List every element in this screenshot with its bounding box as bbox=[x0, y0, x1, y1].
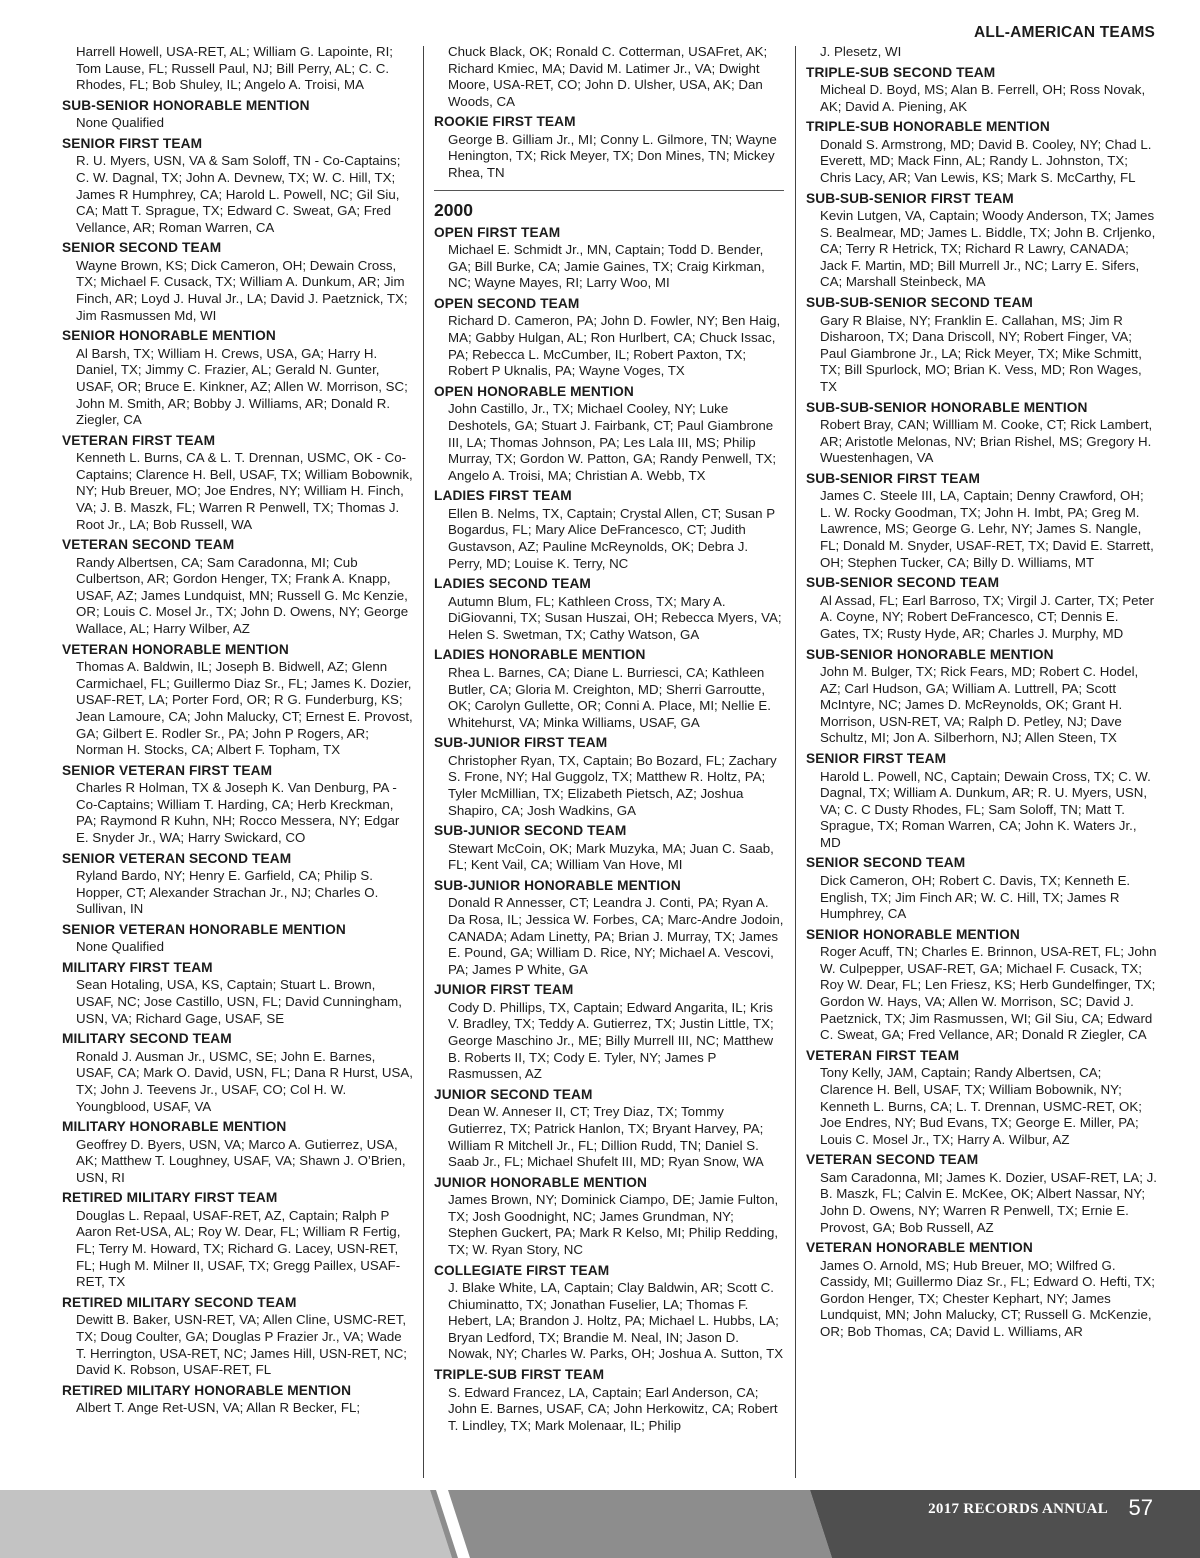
team-section bbox=[62, 328, 414, 428]
team-section bbox=[62, 1383, 414, 1417]
team-members: S. Edward Francez, LA, Captain; Earl Anderson, CA; John E. Barnes, USAF, CA; John Herkowitz, CA; Robert T. Lindley, TX; Mark Molenaar, IL; Philip bbox=[448, 1384, 778, 1433]
team-members: J. Plesetz, WI bbox=[820, 44, 902, 59]
team-heading: TRIPLE-SUB FIRST TEAM bbox=[434, 1367, 605, 1383]
footer-publication-title: 2017 RECORDS ANNUAL bbox=[928, 1501, 1108, 1517]
team-section bbox=[62, 851, 414, 918]
team-section bbox=[434, 735, 784, 819]
team-heading: TRIPLE-SUB HONORABLE MENTION bbox=[806, 119, 1050, 135]
team-members: John Castillo, Jr., TX; Michael Cooley, NY; Luke Deshotels, GA; Stuart J. Fairbank, CT; Paul Giambrone III, LA; Thomas Johnson, PA; Les Lala III, MS; Philip Murray, TX; Gordon W. Patton, GA; Randy Penwell, TX; Angelo A. Troisi, MA; Christian A. Webb, TX bbox=[448, 401, 777, 483]
team-members: Randy Albertsen, CA; Sam Caradonna, MI; Cub Culbertson, AR; Gordon Henger, TX; Frank A. Knapp, USAF, AZ; James Lundquist, MN; Russell G. Mc Kenzie, OR; Louis C. Mosel Jr., TX; John D. Owens, NY; George Wallace, AL; Harry Wilber, AZ bbox=[76, 554, 409, 637]
team-section bbox=[62, 136, 414, 236]
continued-team-list bbox=[806, 44, 1158, 61]
team-section bbox=[806, 1240, 1158, 1340]
team-members: Sam Caradonna, MI; James K. Dozier, USAF-RET, LA; J. B. Maszk, FL; Calvin E. McKee, OK; Albert Nassar, NY; John D. Owens, NY; Warren R Penwell, TX; Ernie E. Provost, GA; Bob Russell, AZ bbox=[820, 1169, 1157, 1235]
team-members: Autumn Blum, FL; Kathleen Cross, TX; Mary A. DiGiovanni, TX; Susan Huszai, OH; Rebecca Myers, VA; Helen S. Swetman, TX; Cathy Watson, GA bbox=[448, 593, 782, 642]
team-members: Michael E. Schmidt Jr., MN, Captain; Todd D. Bender, GA; Bill Burke, CA; Jamie Gaines, TX; Craig Kirkman, NC; Wayne Mayes, RI; Larry Woo, MI bbox=[448, 242, 765, 291]
team-heading: TRIPLE-SUB SECOND TEAM bbox=[806, 64, 996, 80]
team-heading: RETIRED MILITARY HONORABLE MENTION bbox=[62, 1382, 352, 1398]
team-section bbox=[434, 823, 784, 874]
page-section-title: ALL-AMERICAN TEAMS bbox=[974, 24, 1155, 41]
team-members: Douglas L. Repaal, USAF-RET, AZ, Captain; Ralph P Aaron Ret-USA, AL; Roy W. Dear, FL; William R Fertig, FL; Terry M. Howard, TX; Richard G. Lacey, USN-RET, FL; Hugh M. Milner II, USAF, TX; Gregg Paillex, USAF-RET, TX bbox=[76, 1207, 401, 1290]
team-heading: JUNIOR HONORABLE MENTION bbox=[434, 1174, 648, 1190]
team-section bbox=[434, 296, 784, 380]
team-heading: SUB-SENIOR FIRST TEAM bbox=[806, 470, 980, 486]
team-section bbox=[62, 1190, 414, 1290]
team-members: Harrell Howell, USA-RET, AL; William G. Lapointe, RI; Tom Lause, FL; Russell Paul, NJ; Bill Perry, AL; C. C. Rhodes, FL; Bob Shuley, IL; Angelo A. Troisi, MA bbox=[76, 44, 394, 93]
team-members: Chuck Black, OK; Ronald C. Cotterman, USAFret, AK; Richard Kmiec, MA; David M. Latimer Jr., VA; Dwight Moore, USA-RET, CO; John D. Ulsher, USA, AK; Dan Woods, CA bbox=[448, 44, 768, 109]
team-members: Dean W. Anneser II, CT; Trey Diaz, TX; Tommy Gutierrez, TX; Patrick Hanlon, TX; Bryant Harvey, PA; William R Mitchell Jr., FL; Dillion Rudd, TN; Daniel S. Saab Jr., FL; Michael Shufelt III, MD; Ryan Snow, WA bbox=[448, 1104, 764, 1170]
team-heading: SUB-SUB-SENIOR SECOND TEAM bbox=[806, 295, 1033, 311]
team-members: Robert Bray, CAN; Willliam M. Cooke, CT; Rick Lambert, AR; Aristotle Melonas, NV; Brian Rishel, MS; Gregory H. Wuestenhagen, VA bbox=[820, 417, 1153, 466]
team-heading: LADIES SECOND TEAM bbox=[434, 576, 591, 592]
team-section bbox=[806, 927, 1158, 1044]
section-divider bbox=[434, 190, 784, 191]
team-section bbox=[806, 471, 1158, 571]
team-section bbox=[806, 647, 1158, 747]
team-heading: ROOKIE FIRST TEAM bbox=[434, 114, 576, 130]
team-members: Charles R Holman, TX & Joseph K. Van Denburg, PA - Co-Captains; William T. Harding, CA; Herb Kreckman, PA; Raymond R Kuhn, NH; Rocco Messera, NY; Edgar E. Snyder Jr., WA; Harry Swickard, CO bbox=[76, 780, 400, 845]
team-heading: JUNIOR SECOND TEAM bbox=[434, 1086, 593, 1102]
team-members: Cody D. Phillips, TX, Captain; Edward Angarita, IL; Kris V. Bradley, TX; Teddy A. Gutierrez, TX; Justin Little, TX; George Maschino Jr., ME; Billy Murrell III, NC; Matthew B. Roberts II, TX; Cody E. Tyler, NY; James P Rasmussen, AZ bbox=[448, 999, 774, 1082]
team-section bbox=[62, 98, 414, 132]
team-section bbox=[434, 576, 784, 643]
team-heading: SENIOR VETERAN SECOND TEAM bbox=[62, 850, 292, 866]
team-members: Roger Acuff, TN; Charles E. Brinnon, USA-RET, FL; John W. Culpepper, USAF-RET, GA; Michael F. Cusack, TX; Roy W. Dear, FL; Len Friesz, KS; Herb Gundelfinger, TX; Gordon W. Hays, VA; Allen W. Morrison, SC; David J. Paetznick, TX; Jim Rasmussen, WI; Gil Siu, CA; Edward C. Sweat, GA; Fred Vellance, AR; Donald R Ziegler, CA bbox=[820, 944, 1157, 1043]
team-members: Al Assad, FL; Earl Barroso, TX; Virgil J. Carter, TX; Peter A. Coyne, NY; Robert DeFrancesco, CT; Dennis E. Gates, TX; Rusty Hyde, AR; Charles J. Murphy, MD bbox=[820, 592, 1155, 641]
team-heading: SENIOR VETERAN HONORABLE MENTION bbox=[62, 921, 346, 937]
team-members: John M. Bulger, TX; Rick Fears, MD; Robert C. Hodel, AZ; Carl Hudson, GA; William A. Luttrell, PA; Scott McIntyre, NC; James D. McReynolds, OK; Grant H. Morrison, USN-RET, VA; Ralph D. Petley, NJ; Dave Schultz, MI; Jon A. Silberhorn, NJ; Allen Steen, TX bbox=[820, 664, 1139, 746]
team-heading: SENIOR HONORABLE MENTION bbox=[806, 926, 1020, 942]
team-heading: VETERAN HONORABLE MENTION bbox=[806, 1240, 1033, 1256]
column-1 bbox=[62, 46, 414, 1421]
team-section bbox=[434, 1175, 784, 1259]
team-members: Gary R Blaise, NY; Franklin E. Callahan, MS; Jim R Disharoon, TX; Dana Driscoll, NY; Robert Finger, VA; Paul Giambrone Jr., LA; Rick Meyer, TX; Mike Schmitt, TX; Bill Spurlock, MO; Brian K. Vess, MD; Ron Wages, TX bbox=[820, 312, 1142, 394]
team-heading: VETERAN HONORABLE MENTION bbox=[62, 641, 289, 657]
team-section bbox=[62, 1295, 414, 1379]
team-section bbox=[434, 647, 784, 731]
team-members: Rhea L. Barnes, CA; Diane L. Burriesci, CA; Kathleen Butler, CA; Gloria M. Creighton, MD; Sherri Garroutte, OK; Carolyn Gullette, OR; Conni A. Place, MI; Nellie E. Whitehurst, VA; Minka Williams, USAF, GA bbox=[448, 664, 771, 730]
team-heading: LADIES FIRST TEAM bbox=[434, 488, 572, 504]
column-divider bbox=[423, 46, 424, 1478]
team-heading: OPEN SECOND TEAM bbox=[434, 295, 580, 311]
team-heading: OPEN FIRST TEAM bbox=[434, 224, 561, 240]
continued-team-list bbox=[62, 44, 414, 94]
team-members: Ellen B. Nelms, TX, Captain; Crystal Allen, CT; Susan P Bogardus, FL; Mary Alice DeFrancesco, CT; Judith Gustavson, AZ; Pauline McReynolds, OK; Debra J. Perry, MD; Louise K. Terry, NC bbox=[448, 505, 775, 571]
team-heading: SUB-SENIOR SECOND TEAM bbox=[806, 575, 1000, 591]
team-section bbox=[62, 433, 414, 533]
team-section bbox=[62, 1031, 414, 1115]
column-divider bbox=[795, 46, 796, 1478]
team-members: None Qualified bbox=[76, 939, 164, 955]
team-section bbox=[434, 1263, 784, 1363]
team-heading: SUB-SUB-SENIOR HONORABLE MENTION bbox=[806, 399, 1088, 415]
team-section bbox=[806, 65, 1158, 116]
team-members: Richard D. Cameron, PA; John D. Fowler, NY; Ben Haig, MA; Gabby Hulgan, AL; Ron Hurlbert, CA; Chuck Issac, PA; Rebecca L. McCumber, IL; Robert Paxton, TX; Robert P Uknalis, PA; Wayne Voges, TX bbox=[448, 313, 781, 379]
team-section bbox=[434, 488, 784, 572]
team-heading: MILITARY SECOND TEAM bbox=[62, 1031, 232, 1047]
continued-team-list bbox=[434, 44, 784, 110]
team-section bbox=[806, 1152, 1158, 1236]
team-heading: OPEN HONORABLE MENTION bbox=[434, 383, 634, 399]
team-heading: SUB-JUNIOR FIRST TEAM bbox=[434, 735, 608, 751]
team-section bbox=[434, 225, 784, 292]
team-section bbox=[62, 240, 414, 324]
team-section bbox=[434, 384, 784, 484]
team-section bbox=[62, 922, 414, 956]
team-members: Donald S. Armstrong, MD; David B. Cooley, NY; Chad L. Everett, MD; Mack Finn, AL; Randy L. Johnston, TX; Chris Lacy, AR; Van Lewis, KS; Mark S. McCarthy, FL bbox=[820, 136, 1152, 185]
team-section bbox=[62, 537, 414, 637]
team-members: James Brown, NY; Dominick Ciampo, DE; Jamie Fulton, TX; Josh Goodnight, NC; James Grundman, NY; Stephen Guckert, PA; Mark R Kelso, MI; Philip Redding, TX; W. Ryan Story, NC bbox=[448, 1192, 779, 1257]
team-section bbox=[806, 1048, 1158, 1148]
team-section bbox=[806, 575, 1158, 642]
team-heading: SENIOR SECOND TEAM bbox=[806, 855, 966, 871]
team-heading: SENIOR SECOND TEAM bbox=[62, 240, 222, 256]
team-heading: SUB-SUB-SENIOR FIRST TEAM bbox=[806, 190, 1014, 206]
team-heading: MILITARY HONORABLE MENTION bbox=[62, 1119, 287, 1135]
team-section bbox=[62, 1119, 414, 1186]
team-heading: SUB-JUNIOR HONORABLE MENTION bbox=[434, 877, 681, 893]
team-section bbox=[806, 295, 1158, 395]
team-heading: SUB-JUNIOR SECOND TEAM bbox=[434, 823, 627, 839]
team-heading: RETIRED MILITARY SECOND TEAM bbox=[62, 1294, 297, 1310]
team-heading: SUB-SENIOR HONORABLE MENTION bbox=[806, 646, 1054, 662]
team-heading: VETERAN FIRST TEAM bbox=[62, 432, 216, 448]
team-section bbox=[62, 763, 414, 847]
team-section bbox=[62, 642, 414, 759]
team-members: R. U. Myers, USN, VA & Sam Soloff, TN - Co-Captains; C. W. Dagnal, TX; John A. Devnew, TX; W. C. Hill, TX; James R Humphrey, CA; Harold L. Powell, NC; Gil Siu, CA; Matt T. Sprague, TX; Edward C. Sweat, GA; Fred Vellance, AR; Roman Warren, CA bbox=[76, 153, 401, 235]
team-heading: LADIES HONORABLE MENTION bbox=[434, 647, 646, 663]
team-members: Micheal D. Boyd, MS; Alan B. Ferrell, OH; Ross Novak, AK; David A. Piening, AK bbox=[820, 82, 1146, 114]
team-heading: SENIOR HONORABLE MENTION bbox=[62, 328, 276, 344]
team-section bbox=[806, 400, 1158, 467]
team-members: Harold L. Powell, NC, Captain; Dewain Cross, TX; C. W. Dagnal, TX; William A. Dunkum, AR; R. U. Myers, USN, VA; C. C Dusty Rhodes, FL; Sam Soloff, TN; Matt T. Sprague, TX; Roman Warren, CA; John K. Waters Jr., MD bbox=[820, 768, 1151, 850]
team-members: Donald R Annesser, CT; Leandra J. Conti, PA; Ryan A. Da Rosa, IL; Jessica W. Forbes, CA; Marc-Andre Jodoin, CANADA; Adam Linetty, PA; Brian J. Murray, TX; James E. Pound, GA; William D. Rice, NY; Michael A. Vescovi, PA; James P White, GA bbox=[448, 895, 784, 977]
team-members: Tony Kelly, JAM, Captain; Randy Albertsen, CA; Clarence H. Bell, USAF, TX; William Bobownik, NY; Kenneth L. Burns, CA; L. T. Drennan, USMC-RET, OK; Joe Endres, NY; Bud Evans, TX; George E. Miller, PA; Louis C. Mosel Jr., TX; Harry A. Wilbur, AZ bbox=[820, 1065, 1142, 1147]
team-members: Kenneth L. Burns, CA & L. T. Drennan, USMC, OK - Co-Captains; Clarence H. Bell, USAF, TX; William Bobownik, NY; Hub Breuer, MO; Joe Endres, NY; William H. Finch, VA; J. B. Maszk, FL; Warren R Penwell, TX; Thomas J. Root Jr., LA; Bob Russell, WA bbox=[76, 450, 413, 532]
team-heading: SUB-SENIOR HONORABLE MENTION bbox=[62, 97, 310, 113]
team-members: None Qualified bbox=[76, 115, 164, 131]
team-section bbox=[806, 855, 1158, 922]
team-heading: SENIOR FIRST TEAM bbox=[62, 135, 203, 151]
team-heading: MILITARY FIRST TEAM bbox=[62, 959, 213, 975]
year-heading: 2000 bbox=[434, 199, 473, 220]
team-members: Sean Hotaling, USA, KS, Captain; Stuart L. Brown, USAF, NC; Jose Castillo, USN, FL; David Cunningham, USN, VA; Richard Gage, USAF, SE bbox=[76, 977, 402, 1026]
team-members: George B. Gilliam Jr., MI; Conny L. Gilmore, TN; Wayne Henington, TX; Rick Meyer, TX; Don Mines, TN; Mickey Rhea, TN bbox=[448, 131, 777, 181]
team-members: Ryland Bardo, NY; Henry E. Garfield, CA; Philip S. Hopper, CT; Alexander Strachan Jr., NJ; Charles O. Sullivan, IN bbox=[76, 868, 379, 917]
team-section bbox=[434, 982, 784, 1082]
team-section bbox=[434, 1087, 784, 1171]
team-members: Stewart McCoin, OK; Mark Muzyka, MA; Juan C. Saab, FL; Kent Vail, CA; William Van Hove, MI bbox=[448, 840, 774, 873]
team-members: Kevin Lutgen, VA, Captain; Woody Anderson, TX; James S. Bealmear, MD; James L. Biddle, TX; John B. Crljenko, CA; Terry R Hetrick, TX; Richard R Lawry, CANADA; Jack F. Martin, MD; Bill Murrell Jr., NC; Larry E. Sifers, CA; Marshall Steinbeck, MA bbox=[820, 208, 1156, 290]
team-heading: VETERAN SECOND TEAM bbox=[806, 1152, 979, 1168]
team-members: James O. Arnold, MS; Hub Breuer, MO; Wilfred G. Cassidy, MI; Guillermo Diaz Sr., FL; Edward O. Hefti, TX; Gordon Henger, TX; Chester Kephart, NY; James Lundquist, MN; John Malucky, CT; Russell G. McKenzie, OR; Bob Thomas, CA; David L. Williams, AR bbox=[820, 1257, 1155, 1340]
team-section bbox=[434, 1367, 784, 1434]
team-heading: VETERAN SECOND TEAM bbox=[62, 537, 235, 553]
team-members: Albert T. Ange Ret-USN, VA; Allan R Becker, FL; bbox=[76, 1400, 361, 1416]
team-section bbox=[434, 114, 784, 181]
team-members: Thomas A. Baldwin, IL; Joseph B. Bidwell, AZ; Glenn Carmichael, FL; Guillermo Diaz Sr., FL; James K. Dozier, USAF-RET, LA; Porter Ford, OR; R G. Funderburg, KS; Jean Lamoure, CA; John Malucky, CT; Ernest E. Provost, GA; Gilbert E. Rodler Sr., PA; John P Rogers, AR; Norman H. Stocks, CA; Albert F. Topham, TX bbox=[76, 659, 413, 758]
team-members: James C. Steele III, LA, Captain; Denny Crawford, OH; L. W. Rocky Goodman, TX; John H. Imbt, PA; Greg M. Lawrence, MS; George G. Lehr, NY; James S. Nangle, FL; Donald M. Snyder, USAF-RET, TX; David E. Starrett, OH; Stephen Tucker, CA; Billy D. Williams, MT bbox=[820, 488, 1154, 570]
team-heading: SENIOR FIRST TEAM bbox=[806, 751, 947, 766]
team-heading: RETIRED MILITARY FIRST TEAM bbox=[62, 1190, 278, 1206]
team-heading: COLLEGIATE FIRST TEAM bbox=[434, 1262, 610, 1278]
column-2 bbox=[434, 46, 784, 1438]
team-members: Geoffrey D. Byers, USN, VA; Marco A. Gutierrez, USA, AK; Matthew T. Loughney, USAF, VA; Shawn J. O’Brien, USN, RI bbox=[76, 1136, 406, 1185]
team-members: Ronald J. Ausman Jr., USMC, SE; John E. Barnes, USAF, CA; Mark O. David, USN, FL; Dana R Hurst, USA, TX; John J. Teevens Jr., USAF, CO; Col H. W. Youngblood, USAF, VA bbox=[76, 1048, 413, 1114]
team-section bbox=[806, 751, 1158, 851]
team-heading: VETERAN FIRST TEAM bbox=[806, 1047, 960, 1063]
team-members: Al Barsh, TX; William H. Crews, USA, GA; Harry H. Daniel, TX; Jimmy C. Frazier, AL; Gerald N. Gunter, USAF, OR; Bruce E. Kinkner, AZ; Allen W. Morrison, SC; John M. Smith, AR; Bobby J. Williams, AR; Donald R. Ziegler, CA bbox=[76, 345, 408, 428]
team-section bbox=[806, 191, 1158, 291]
team-members: Christopher Ryan, TX, Captain; Bo Bozard, FL; Zachary S. Frone, NY; Hal Guggolz, TX; Matthew R. Holtz, PA; Tyler McMillian, TX; Elizabeth Pietsch, AZ; Joshua Shapiro, CA; Josh Wadkins, GA bbox=[448, 752, 777, 818]
team-section bbox=[806, 119, 1158, 186]
team-members: Wayne Brown, KS; Dick Cameron, OH; Dewain Cross, TX; Michael F. Cusack, TX; William A. Dunkum, AR; Jim Finch, AR; Loyd J. Huval Jr., LA; David J. Paetznick, TX; Jim Rasmussen Md, WI bbox=[76, 257, 408, 323]
team-members: Dick Cameron, OH; Robert C. Davis, TX; Kenneth E. English, TX; Jim Finch AR; W. C. Hill, TX; James R Humphrey, CA bbox=[820, 872, 1131, 922]
team-members: Dewitt B. Baker, USN-RET, VA; Allen Cline, USMC-RET, TX; Doug Coulter, GA; Douglas P Frazier Jr., VA; Wade T. Herrington, USA-RET, NC; James Hill, USN-RET, NC; David K. Robson, USAF-RET, FL bbox=[76, 1312, 407, 1378]
page-number: 57 bbox=[1128, 1495, 1153, 1520]
team-heading: SENIOR VETERAN FIRST TEAM bbox=[62, 762, 273, 778]
team-members: J. Blake White, LA, Captain; Clay Baldwin, AR; Scott C. Chiuminatto, TX; Jonathan Fuselier, LA; Thomas F. Hebert, LA; Brandon J. Holtz, PA; Michael L. Hubbs, LA; Bryan Ledford, TX; Brandie M. Neal, IN; Jason D. Nowak, NY; Charles W. Parks, OH; Joshua A. Sutton, TX bbox=[448, 1280, 784, 1362]
column-3 bbox=[806, 46, 1158, 1345]
team-section bbox=[434, 878, 784, 978]
team-heading: JUNIOR FIRST TEAM bbox=[434, 982, 574, 998]
team-section bbox=[62, 960, 414, 1027]
